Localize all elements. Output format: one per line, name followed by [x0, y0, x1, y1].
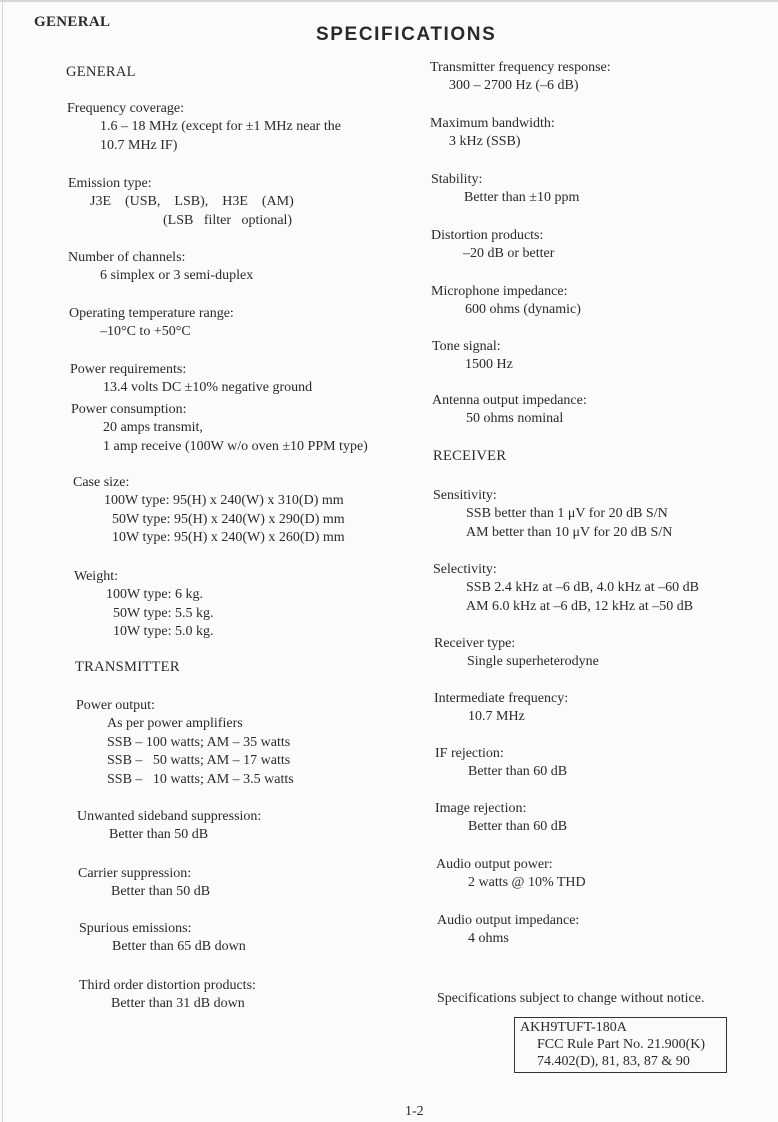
spec-label: Carrier suppression: [78, 866, 192, 881]
spec-label: Intermediate frequency: [434, 691, 569, 706]
section-heading-transmitter: TRANSMITTER [75, 659, 180, 675]
spec-antenna-output-impedance [432, 392, 587, 429]
spec-value: 13.4 volts DC ±10% negative ground [103, 380, 313, 395]
spec-value: As per power amplifiers [107, 716, 243, 731]
spec-value: Better than 60 dB [468, 764, 568, 779]
spec-label: Receiver type: [434, 636, 516, 651]
spec-value: Better than ±10 ppm [464, 190, 580, 205]
spec-label: IF rejection: [435, 746, 504, 761]
spec-label: Emission type: [68, 176, 152, 191]
spec-maximum-bandwidth [430, 115, 555, 152]
spec-value: –10°C to +50°C [100, 324, 191, 339]
spec-label: Power requirements: [70, 362, 187, 377]
spec-value: 300 – 2700 Hz (–6 dB) [449, 78, 579, 93]
spec-image-rejection [435, 800, 567, 837]
spec-number-of-channels [68, 249, 253, 286]
spec-operating-temperature [69, 305, 234, 342]
spec-value: 50W type: 5.5 kg. [113, 605, 214, 621]
page-number: 1-2 [405, 1104, 424, 1119]
spec-label: Audio output impedance: [437, 913, 580, 928]
spec-value: 1 amp receive (100W w/o oven ±10 PPM type) [103, 438, 368, 454]
spec-audio-output-impedance [437, 912, 579, 949]
spec-label: Sensitivity: [433, 488, 497, 503]
spec-label: Power consumption: [71, 402, 187, 417]
spec-receiver-type [434, 635, 599, 672]
spec-label: Frequency coverage: [67, 101, 184, 116]
spec-emission-type [68, 175, 294, 230]
spec-value: 10.7 MHz IF) [100, 137, 178, 153]
spec-value: (LSB filter optional) [163, 212, 293, 228]
spec-unwanted-sideband-suppression [77, 808, 261, 845]
spec-value: SSB 2.4 kHz at –6 dB, 4.0 kHz at –60 dB [466, 580, 699, 595]
spec-value: 10W type: 95(H) x 240(W) x 260(D) mm [112, 530, 345, 545]
spec-value: 1500 Hz [465, 357, 513, 372]
spec-audio-output-power [436, 856, 586, 893]
top-border [0, 0, 778, 2]
spec-intermediate-frequency [434, 690, 568, 727]
spec-value: 100W type: 6 kg. [106, 587, 203, 602]
spec-value: 4 ohms [468, 931, 509, 946]
fcc-rule-line-1: FCC Rule Part No. 21.900(K) [537, 1037, 705, 1052]
spec-value: Single superheterodyne [467, 654, 599, 669]
page-title: SPECIFICATIONS [316, 24, 497, 45]
spec-value: 6 simplex or 3 semi-duplex [100, 268, 254, 283]
spec-label: Third order distortion products: [79, 978, 256, 993]
spec-value: Better than 60 dB [468, 819, 568, 834]
spec-label: Maximum bandwidth: [430, 116, 555, 131]
section-heading-receiver: RECEIVER [433, 448, 507, 464]
spec-label: Case size: [73, 475, 130, 490]
spec-value: 3 kHz (SSB) [449, 134, 521, 149]
spec-value: 10.7 MHz [468, 709, 525, 724]
spec-microphone-impedance [431, 283, 581, 320]
spec-spurious-emissions [79, 920, 246, 957]
spec-selectivity [433, 561, 699, 616]
spec-value: 100W type: 95(H) x 240(W) x 310(D) mm [104, 493, 344, 508]
spec-value: AM better than 10 μV for 20 dB S/N [466, 524, 673, 540]
spec-label: Antenna output impedance: [432, 393, 587, 408]
model-number: AKH9TUFT-180A [520, 1020, 627, 1035]
spec-stability [431, 171, 579, 208]
spec-value: Better than 65 dB down [112, 939, 246, 954]
spec-label: Image rejection: [435, 801, 527, 816]
spec-power-requirements [70, 361, 312, 398]
spec-label: Unwanted sideband suppression: [77, 809, 262, 824]
spec-value: Better than 50 dB [111, 884, 211, 899]
spec-value: –20 dB or better [463, 246, 555, 261]
spec-value: 50W type: 95(H) x 240(W) x 290(D) mm [112, 511, 345, 527]
spec-value: 600 ohms (dynamic) [465, 302, 581, 317]
left-border [2, 0, 3, 1122]
spec-label: Selectivity: [433, 562, 497, 577]
spec-carrier-suppression [78, 865, 210, 902]
spec-label: Power output: [76, 698, 155, 713]
spec-label: Number of channels: [68, 250, 186, 265]
spec-frequency-coverage [67, 100, 341, 155]
spec-label: Operating temperature range: [69, 306, 234, 321]
spec-label: Stability: [431, 172, 483, 187]
spec-label: Transmitter frequency response: [430, 60, 611, 75]
spec-case-size [73, 474, 345, 548]
section-heading-general: GENERAL [66, 64, 136, 80]
spec-distortion-products [431, 227, 554, 264]
spec-value: Better than 50 dB [109, 827, 209, 842]
spec-label: Tone signal: [432, 339, 501, 354]
spec-value: J3E (USB, LSB), H3E (AM) [90, 194, 294, 209]
change-notice: Specifications subject to change without notice. [437, 991, 705, 1006]
spec-value: 20 amps transmit, [103, 420, 203, 435]
spec-label: Audio output power: [436, 857, 553, 872]
spec-value: SSB better than 1 μV for 20 dB S/N [466, 506, 668, 521]
spec-label: Weight: [74, 569, 118, 584]
spec-value: SSB – 100 watts; AM – 35 watts [107, 734, 291, 750]
fcc-rule-line-2: 74.402(D), 81, 83, 87 & 90 [537, 1054, 690, 1069]
spec-power-consumption [71, 401, 368, 456]
spec-value: SSB – 10 watts; AM – 3.5 watts [107, 771, 294, 787]
spec-value: 2 watts @ 10% THD [468, 875, 586, 890]
spec-power-output [76, 697, 294, 789]
spec-value: Better than 31 dB down [111, 996, 245, 1011]
fcc-rule-box [514, 1017, 727, 1073]
running-header-section: GENERAL [34, 14, 111, 30]
spec-value: 50 ohms nominal [466, 411, 564, 426]
spec-value: 1.6 – 18 MHz (except for ±1 MHz near the [100, 119, 341, 134]
spec-label: Microphone impedance: [431, 284, 568, 299]
spec-value: AM 6.0 kHz at –6 dB, 12 kHz at –50 dB [466, 598, 694, 614]
spec-if-rejection [435, 745, 567, 782]
spec-tone-signal [432, 338, 513, 375]
spec-value: SSB – 50 watts; AM – 17 watts [107, 753, 291, 768]
spec-label: Spurious emissions: [79, 921, 192, 936]
spec-third-order-distortion [79, 977, 256, 1014]
spec-sensitivity [433, 487, 672, 542]
spec-label: Distortion products: [431, 228, 544, 243]
spec-transmitter-frequency-response [430, 59, 611, 96]
spec-weight [74, 568, 213, 642]
spec-value: 10W type: 5.0 kg. [113, 624, 214, 639]
